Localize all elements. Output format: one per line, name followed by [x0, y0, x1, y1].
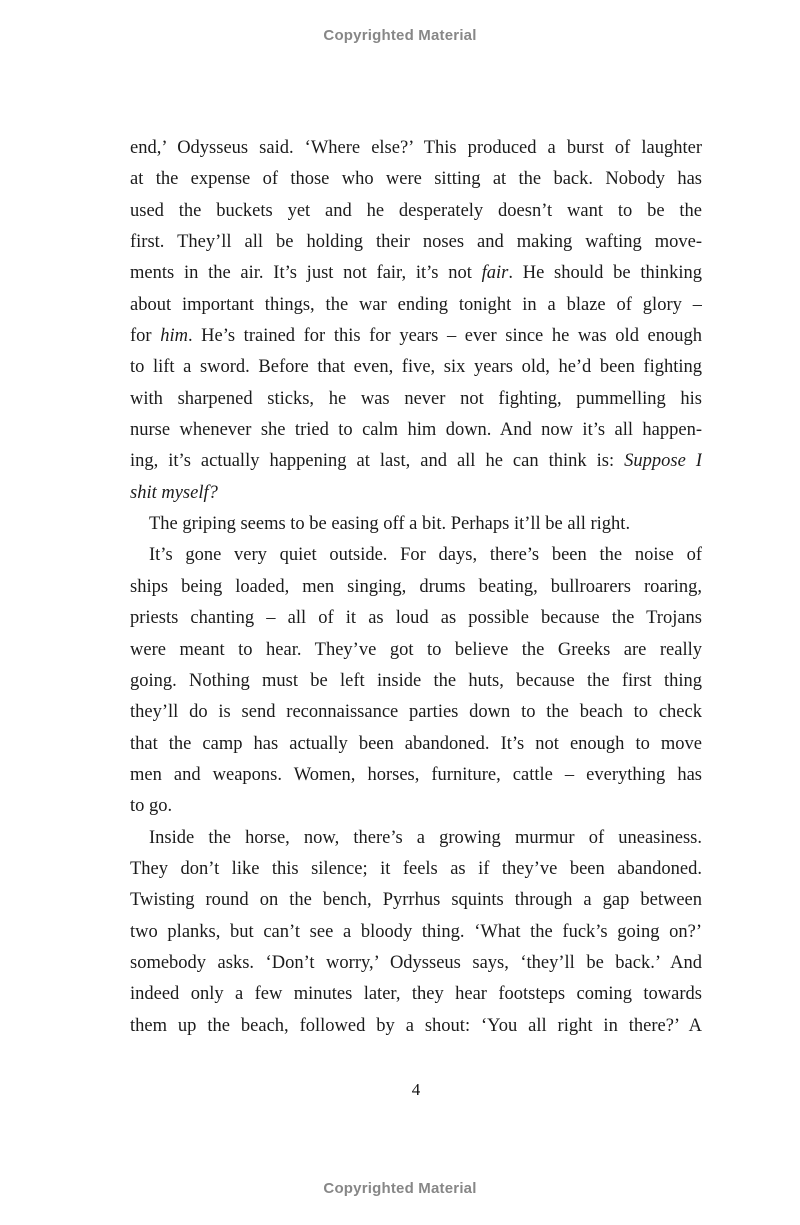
text-segment: with sharpened sticks, he was never not fighting, pummelling his	[130, 388, 702, 409]
text-line	[130, 321, 702, 352]
text-line	[130, 384, 702, 415]
text-line	[130, 948, 702, 979]
text-segment: used the buckets yet and he desperately doesn’t want to be the	[130, 200, 702, 221]
text-segment: going. Nothing must be left inside the huts, because the first thing	[130, 670, 702, 691]
text-segment: about important things, the war ending tonight in a blaze of glory –	[130, 294, 702, 315]
text-segment: first. They’ll all be holding their noses and making wafting move-	[130, 232, 702, 253]
text-segment: at the expense of those who were sitting at the back. Nobody has	[130, 169, 702, 190]
page-number: 4	[411, 1080, 421, 1099]
text-line	[130, 979, 702, 1010]
text-line	[130, 697, 702, 728]
text-segment: Twisting round on the bench, Pyrrhus squints through a gap between	[130, 890, 702, 911]
text-line	[130, 572, 702, 603]
text-segment: somebody asks. ‘Don’t worry,’ Odysseus says, ‘they’ll be back.’ And	[130, 952, 702, 973]
text-line	[130, 791, 702, 822]
text-line	[130, 446, 702, 477]
text-line	[130, 823, 702, 854]
text-segment: . He should be thinking	[508, 263, 702, 284]
copyright-notice-top: Copyrighted Material	[323, 27, 477, 44]
text-line	[130, 258, 702, 289]
text-segment: The griping seems to be easing off a bit. Perhaps it’ll be all right.	[149, 514, 631, 535]
text-segment: They don’t like this silence; it feels as if they’ve been abandoned.	[130, 858, 702, 879]
text-segment: ing, it’s actually happening at last, and all he can think is:	[130, 451, 625, 472]
text-segment: that the camp has actually been abandoned. It’s not enough to move	[130, 733, 702, 754]
text-segment: to go.	[130, 796, 173, 817]
text-segment: end,’ Odysseus said. ‘Where else?’ This produced a burst of laughter	[130, 138, 702, 158]
text-line	[130, 478, 702, 509]
italic-text-segment: Suppose I	[624, 451, 702, 472]
italic-text-segment: him	[160, 326, 188, 347]
text-segment: them up the beach, followed by a shout: ‘You all right in there?’ A	[130, 1015, 702, 1036]
text-line	[130, 666, 702, 697]
text-line	[130, 885, 702, 916]
text-line	[130, 635, 702, 666]
text-line	[130, 540, 702, 571]
text-line	[130, 164, 702, 195]
text-line	[130, 352, 702, 383]
text-segment: two planks, but can’t see a bloody thing. ‘What the fuck’s going on?’	[130, 921, 702, 942]
text-line	[130, 415, 702, 446]
text-segment: for	[130, 326, 161, 347]
text-line	[130, 603, 702, 634]
text-segment: priests chanting – all of it as loud as possible because the Trojans	[130, 608, 702, 629]
text-segment: ments in the air. It’s just not fair, it’s not	[130, 263, 482, 284]
text-segment: nurse whenever she tried to calm him down. And now it’s all happen-	[130, 420, 702, 441]
copyright-notice-bottom: Copyrighted Material	[323, 1180, 477, 1197]
text-line	[130, 509, 702, 540]
text-segment: Inside the horse, now, there’s a growing murmur of uneasiness.	[149, 827, 702, 848]
text-line	[130, 290, 702, 321]
text-line	[130, 1011, 702, 1042]
text-segment: to lift a sword. Before that even, five, six years old, he’d been fighting	[130, 357, 702, 378]
text-line	[130, 760, 702, 791]
italic-text-segment: shit myself?	[130, 482, 218, 503]
text-line	[130, 729, 702, 760]
text-segment: were meant to hear. They’ve got to believe the Greeks are really	[130, 639, 702, 660]
text-block	[130, 133, 702, 1042]
text-segment: It’s gone very quiet outside. For days, there’s been the noise of	[149, 545, 702, 566]
text-line	[130, 133, 702, 164]
text-line	[130, 854, 702, 885]
text-segment: men and weapons. Women, horses, furniture, cattle – everything has	[130, 764, 702, 785]
text-line	[130, 227, 702, 258]
text-line	[130, 196, 702, 227]
text-segment: ships being loaded, men singing, drums beating, bullroarers roaring,	[130, 576, 702, 597]
text-segment: they’ll do is send reconnaissance parties down to the beach to check	[130, 702, 702, 723]
text-segment: indeed only a few minutes later, they hear footsteps coming towards	[130, 984, 702, 1005]
italic-text-segment: fair	[481, 263, 509, 284]
text-segment: . He’s trained for this for years – ever since he was old enough	[187, 326, 702, 347]
text-line	[130, 917, 702, 948]
